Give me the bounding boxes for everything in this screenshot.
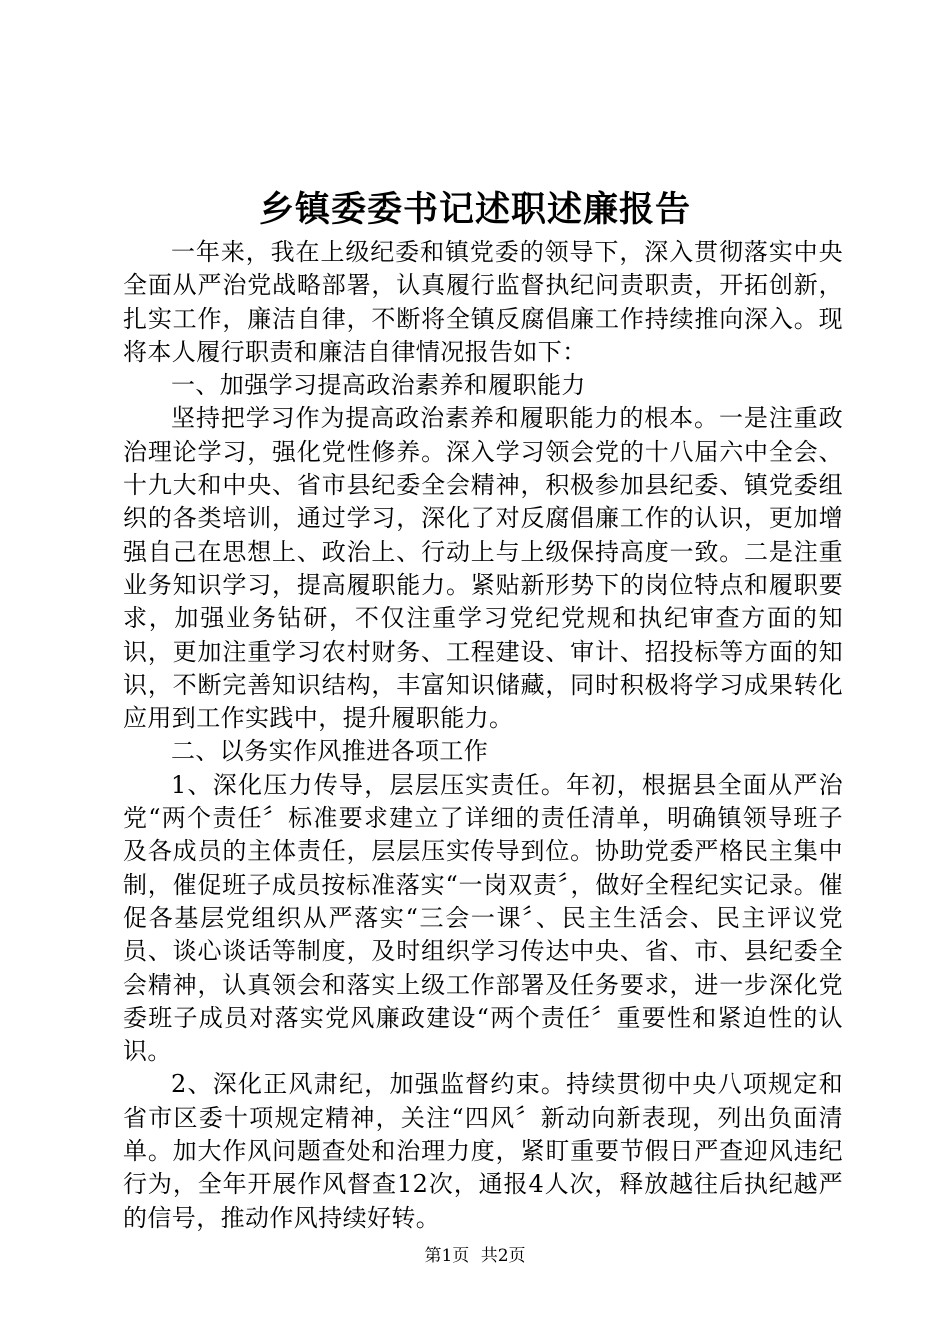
paragraph-pressure: 1、深化压力传导，层层压实责任。年初，根据县全面从严治党“两个责任〞标准要求建立了详细的责任清单，明确镇领导班子及各成员的主体责任，层层压实传导到位。协助党委严格民主集中制，催促班子成员按标准落实“一岗双责〞，做好全程纪实记录。催促各基层党组织从严落实“三会一课〞、民主生活会、民主评议党员、谈心谈话等制度，及时组织学习传达中央、省、市、县纪委全会精神，认真领会和落实上级工作部署及任务要求，进一步深化党委班子成员对落实党风廉政建设“两个责任〞重要性和紧迫性的认识。 <box>123 770 843 1066</box>
document-body <box>123 236 843 1235</box>
section-heading-2: 二、以务实作风推进各项工作 <box>171 737 489 766</box>
paragraph-discipline: 2、深化正风肃纪，加强监督约束。持续贯彻中央八项规定和省市区委十项规定精神，关注“四风〞新动向新表现，列出负面清单。加大作风问题查处和治理力度，紧盯重要节假日严查迎风违纪行为，全年开展作风督查12次，通报4人次，释放越往后执纪越严的信号，推动作风持续好转。 <box>123 1070 843 1232</box>
page-total: 共2页 <box>480 1246 526 1266</box>
page-footer <box>0 1244 950 1268</box>
paragraph-intro: 一年来，我在上级纪委和镇党委的领导下，深入贯彻落实中央全面从严治党战略部署，认真履行监督执纪问责职责，开拓创新，扎实工作，廉洁自律，不断将全镇反腐倡廉工作持续推向深入。现将本人履行职责和廉洁自律情况报告如下： <box>123 238 843 366</box>
section-heading-1: 一、加强学习提高政治素养和履职能力 <box>171 371 586 400</box>
paragraph-study: 坚持把学习作为提高政治素养和履职能力的根本。一是注重政治理论学习，强化党性修养。深入学习领会党的十八届六中全会、十九大和中央、省市县纪委全会精神，积极参加县纪委、镇党委组织的各类培训，通过学习，深化了对反腐倡廉工作的认识，更加增强自己在思想上、政治上、行动上与上级保持高度一致。二是注重业务知识学习，提高履职能力。紧贴新形势下的岗位特点和履职要求，加强业务钻研，不仅注重学习党纪党规和执纪审查方面的知识，更加注重学习农村财务、工程建设、审计、招投标等方面的知识，不断完善知识结构，丰富知识储藏，同时积极将学习成果转化应用到工作实践中，提升履职能力。 <box>123 404 843 733</box>
document-title: 乡镇委委书记述职述廉报告 <box>258 189 691 230</box>
page-number: 第1页 <box>424 1246 470 1266</box>
